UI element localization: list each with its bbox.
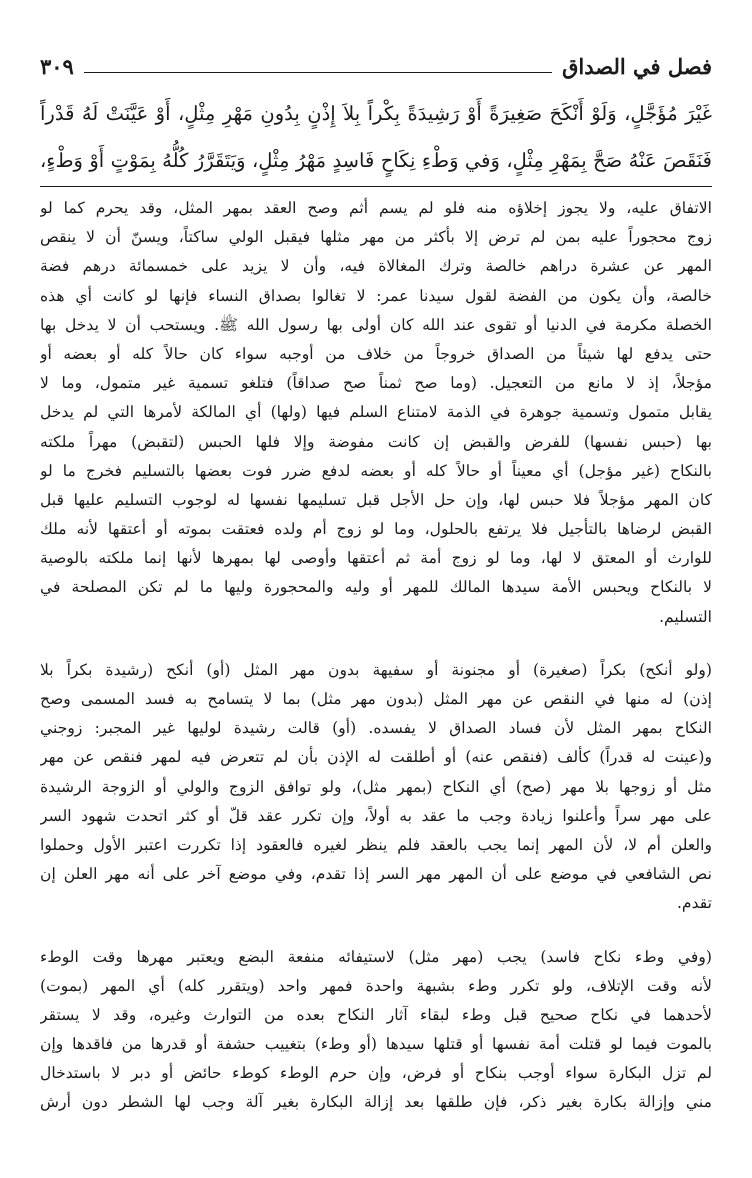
text-line: خالصة، وأن يكون من الفضة لقول سيدنا عمر: لا تغالوا بصداق النساء فإنها لو كانت أي هذه xyxy=(40,286,712,305)
text-line: الاتفاق عليه، ولا يجوز إخلاؤه منه فلو لم يسم أثم وصح العقد بمهر المثل، وقد يحرم كما لو xyxy=(40,199,712,217)
text-line: لأحدهما في نكاح صحيح قبل وطء لبقاء آثار النكاح بعده من التوارث وغيره، وقد لا يستقر xyxy=(40,1005,712,1024)
text-line: لم تزل البكارة سواء أوجب بنكاح أو فرض، وإن حرم الوطء كوطء حائض أو دبر لا باستدخال xyxy=(40,1064,712,1083)
text-line: مؤجلاً، إذ لا مانع من التعجيل. (وما صح ثمناً صح صداقاً) فتلغو تسمية غير متمول، وما لا xyxy=(40,374,712,393)
text-line: على مهر سراً وأعلنوا زيادة وجب ما عقد به أولاً، وإن تكرر عقد قلّ أو كثر اتحدت شهود السر xyxy=(40,806,712,825)
text-line: و(عينت له قدراً) كألف (فنقص عنه) أو أطلقت له الإذن بأن لم تتعرض فيه لمهر فنقص عن مهر xyxy=(40,748,712,767)
text-line: (وفي وطء نكاح فاسد) يجب (مهر مثل) لاستيفائه منفعة البضع ويعتبر مهرها وقت الوطء xyxy=(40,947,712,966)
text-line: تقدم. xyxy=(676,894,712,913)
text-line: نص الشافعي في موضع على أن المهر مهر السر إذا تقدم، وفي موضع آخر على أنه مهر العلن إن xyxy=(40,865,712,884)
text-line: لأنه وقت الإتلاف، ولو تكرر وطء بشبهة واحدة فمهر واحد (ويتقرر كله) أي المهر (بموت) xyxy=(40,976,712,995)
text-line: الخصلة مكرمة في الدنيا أو تقوى عند الله كان أولى بها رسول الله ﷺ. ويستحب أن لا يدخل بها xyxy=(40,315,712,334)
text-line: حتى يدفع لها شيئاً من الصداق خروجاً من خلاف من أوجبه سواء كان حالاً كله أو بعضه أو xyxy=(40,344,712,363)
text-line: (ولو أنكح) بكراً (صغيرة) أو مجنونة أو سفيهة بدون مهر المثل (أو) أنكح (رشيدة بكراً بلا xyxy=(40,660,712,679)
commentary-paragraph-2 xyxy=(40,656,712,919)
header-rule xyxy=(84,72,552,73)
text-line: بالموت فيما لو قتلت أمة نفسها أو قتلها سيدها (أو وطء) بتغييب حشفة أو قدرها من فاقدها وإن xyxy=(40,1035,712,1054)
text-line: النكاح بمهر المثل لأن فساد الصداق لا يفسده. (أو) قالت رشيدة لوليها غير المجبر: زوجني xyxy=(40,719,712,738)
text-line: كان المهر مؤجلاً فلا حبس لها، وإن حل الأجل قبل تسليمها نفسها له لوجوب التسليم عليها قبل xyxy=(40,490,712,509)
text-line: زوج محجوراً عليه بمن لم ترض إلا بأكثر من مهر مثلها فيقبل الولي ساكتاً، ويسنّ أن لا ينقص xyxy=(40,228,712,247)
chapter-title: فصل في الصداق xyxy=(562,53,712,79)
text-line: القبض لرضاها بالتأجيل فلا يرتفع بالحلول، وما لو زوج أم ولده فعتقت بموته أو أعتقها لأنه ملك xyxy=(40,520,712,539)
text-line: يقابل متمول وتسمية جوهرة في الذمة لامتناع السلم فيها (ولها) أي المالكة لأمرها التي لم يدخل xyxy=(40,403,712,422)
page-header xyxy=(40,52,712,80)
commentary-paragraph-3 xyxy=(40,943,712,1118)
text-line: لا بالنكاح ويحبس الأمة سيدها المالك للمهر أو وليه والمحجورة وليها ما لم تكن المصلحة في xyxy=(40,578,712,597)
text-line: بها (حبس نفسها) للفرض والقبض إن كانت مفوضة وإلا فلها الحبس (لتقبض) مهراً ملكته xyxy=(40,432,712,451)
matn-text xyxy=(40,90,712,184)
text-line: مثل أو زوجها بلا مهر (صح) أي النكاح (بمهر مثل)، ولو توافق الزوج والولي أو الزوجة الرشيدة xyxy=(40,777,712,796)
text-line: إذن) له منها في النقص عن مهر المثل (بدون مهر مثل) بما لا يتسامح به فسد المسمى وصح xyxy=(40,690,712,708)
text-line: التسليم. xyxy=(659,607,712,626)
page-number: ٣٠٩ xyxy=(40,53,74,79)
commentary-body xyxy=(40,194,712,1118)
commentary-paragraph-1 xyxy=(40,194,712,632)
text-line: والعلن أم لا، لأن المهر إنما يجب بالعقد فلم ينظر لغيره فالعقود إذا تكررت اعتبر الأول وحملوا xyxy=(40,835,712,854)
matn-line: فَنَقَصَ عَنْهُ صَحَّ بِمَهْرِ مِثْلٍ، وَفي وَطْءِ نِكَاحٍ فَاسِدٍ مَهْرُ مِثْلٍ، وَيَتَقَرَّرُ كُلُّهُ بِمَوْتٍ أَوْ وَطْءٍ، xyxy=(40,149,712,172)
text-line: مني وإزالة بكارة بغير ذكر، فإن طلقها بعد إزالة البكارة بغير آلة وجب لها الشطر دون أرش xyxy=(40,1093,712,1112)
text-line: بالنكاح (غير مؤجل) أي معيناً أو حالاً كله أو بعضه لدفع ضرر فوت بعضها بالتسليم فخرج ما لو xyxy=(40,461,712,480)
text-line: المهر عن عشرة دراهم خالصة وترك المغالاة فيه، وأن لا يزيد على خمسمائة درهم فضة xyxy=(40,257,712,276)
section-divider xyxy=(40,186,712,187)
text-line: للوارث أو المعتق لا لها، وما لو زوج أمة ثم أعتقها وأوصى لها بمهرها لأنها إنما ملكته بالوصية xyxy=(40,549,712,568)
matn-line: غَيْرَ مُؤَجَّلٍ، وَلَوْ أَنْكَحَ صَغِيرَةً أَوْ رَشِيدَةً بِكْراً بِلاَ إِذْنٍ بِدُونِ مَهْرِ مِثْلٍ، أَوْ عَيَّنَتْ لَهُ قَدْراً xyxy=(40,102,712,125)
